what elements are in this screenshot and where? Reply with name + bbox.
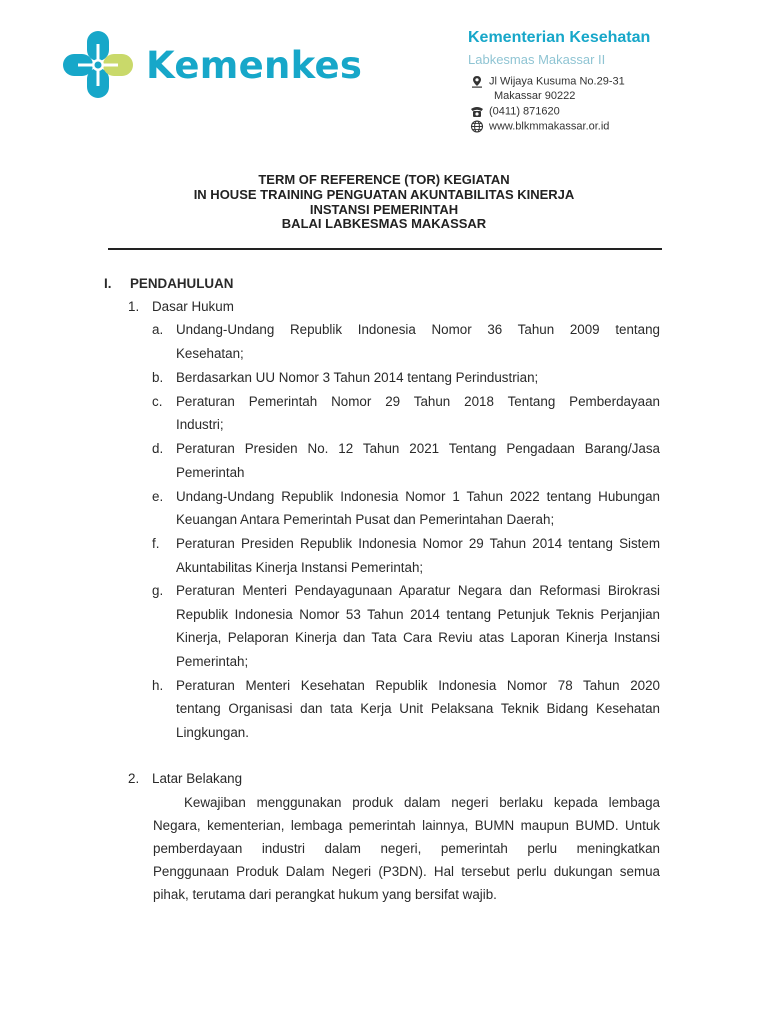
list-item-text: Akuntabilitas Kinerja Instansi Pemerintah; xyxy=(176,560,424,575)
list-item-text: Kinerja, Pelaporan Kinerja dan Tata Cara Reviu atas Laporan Kinerja Instansi xyxy=(176,630,660,645)
list-item-text: Lingkungan. xyxy=(176,725,249,740)
phone-number: (0411) 871620 xyxy=(489,105,560,118)
subsection-title: Latar Belakang xyxy=(152,771,243,786)
section-number: I. xyxy=(104,276,112,291)
list-item-marker: c. xyxy=(152,394,163,409)
title-line-1: TERM OF REFERENCE (TOR) KEGIATAN xyxy=(258,172,510,187)
phone-icon xyxy=(470,105,484,118)
paragraph-line: pihak, terutama dari perangkat hukum yang bersifat wajib. xyxy=(153,887,497,902)
list-item-text: Industri; xyxy=(176,417,224,432)
list-item-text: Peraturan Menteri Pendayagunaan Aparatur Negara dan Reformasi Birokrasi xyxy=(176,583,660,598)
kemenkes-logo-icon xyxy=(62,30,134,100)
list-item-text: Peraturan Presiden No. 12 Tahun 2021 Tentang Pengadaan Barang/Jasa xyxy=(176,441,660,456)
title-line-3: INSTANSI PEMERINTAH xyxy=(309,201,459,217)
list-item-marker: a. xyxy=(152,322,164,337)
list-item-text: tentang Organisasi dan tata Kerja Unit Pelaksana Teknik Bidang Kesehatan xyxy=(176,701,660,716)
org-subtitle: Labkesmas Makassar II xyxy=(468,52,606,67)
list-item-text: Pemerintah; xyxy=(176,654,249,669)
list-item-marker: d. xyxy=(152,441,164,456)
subsection-number: 1. xyxy=(128,299,140,314)
paragraph-line: pemberdayaan industri dalam negeri, pemerintah perlu meningkatkan xyxy=(153,841,660,856)
brand-name: Kemenkes xyxy=(146,44,363,87)
subsection-number: 2. xyxy=(128,771,140,786)
list-item-marker: g. xyxy=(152,583,164,598)
list-item-text: Peraturan Menteri Kesehatan Republik Indonesia Nomor 78 Tahun 2020 xyxy=(176,678,660,693)
globe-icon xyxy=(470,120,484,133)
list-item-text: Keuangan Antara Pemerintah Pusat dan Pemerintahan Daerah; xyxy=(176,512,555,527)
list-item-marker: f. xyxy=(152,536,160,551)
address-line-2: Makassar 90222 xyxy=(494,90,576,102)
paragraph-line: Negara, kementerian, lembaga pemerintah lainnya, BUMN maupun BUMD. Untuk xyxy=(153,818,660,833)
list-item-text: Peraturan Presiden Republik Indonesia Nomor 29 Tahun 2014 tentang Sistem xyxy=(176,536,660,551)
title-line-2: IN HOUSE TRAINING PENGUATAN AKUNTABILITAS KINERJA xyxy=(193,186,575,202)
title-line-4: BALAI LABKESMAS MAKASSAR xyxy=(281,216,487,232)
list-item-text: Pemerintah xyxy=(176,465,245,480)
paragraph-line: Kewajiban menggunakan produk dalam negeri berlaku kepada lembaga xyxy=(184,795,660,810)
list-item-marker: e. xyxy=(152,489,164,504)
contact-phone xyxy=(470,105,560,118)
list-item-text: Republik Indonesia Nomor 53 Tahun 2014 tentang Petunjuk Teknis Perjanjian xyxy=(176,607,660,622)
title-divider xyxy=(108,248,662,250)
paragraph-line: Penggunaan Produk Dalam Negeri (P3DN). Hal tersebut perlu dukungan semua xyxy=(153,864,660,879)
list-item-text: Peraturan Pemerintah Nomor 29 Tahun 2018 Tentang Pemberdayaan xyxy=(176,394,660,409)
list-item-marker: h. xyxy=(152,678,164,693)
contact-address xyxy=(470,75,625,88)
list-item-text: Undang-Undang Republik Indonesia Nomor 1 Tahun 2022 tentang Hubungan xyxy=(176,489,660,504)
list-item-marker: b. xyxy=(152,370,164,385)
subsection-title: Dasar Hukum xyxy=(152,299,234,314)
location-icon xyxy=(470,75,484,88)
list-item-text: Berdasarkan UU Nomor 3 Tahun 2014 tentang Perindustrian; xyxy=(176,370,539,385)
list-item-text: Undang-Undang Republik Indonesia Nomor 36 Tahun 2009 tentang xyxy=(176,322,660,337)
website-link[interactable]: www.blkmmakassar.or.id xyxy=(489,120,610,133)
address-line-1: Jl Wijaya Kusuma No.29-31 xyxy=(489,75,625,88)
org-title: Kementerian Kesehatan xyxy=(468,29,651,46)
contact-website xyxy=(470,120,609,133)
document-title xyxy=(0,173,768,232)
section-title: PENDAHULUAN xyxy=(130,276,234,291)
list-item-text: Kesehatan; xyxy=(176,346,244,361)
